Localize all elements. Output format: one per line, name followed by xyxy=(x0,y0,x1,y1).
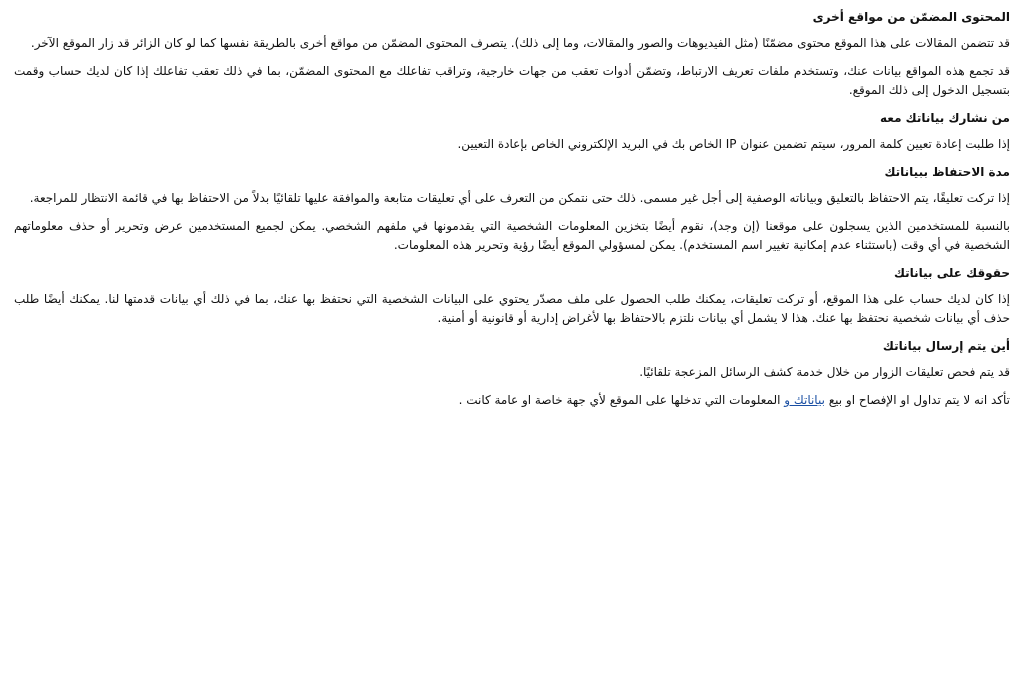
embedded-content-paragraph-1: قد تتضمن المقالات على هذا الموقع محتوى مضمّنًا (مثل الفيديوهات والصور والمقالات، وما إلى ذلك). يتصرف المحتوى المضمّن من مواقع أخرى بالطريقة نفسها كما لو كان الزائر قد زار الموقع الآخر. xyxy=(30,36,1010,50)
data-retention-paragraph-2: بالنسبة للمستخدمين الذين يسجلون على موقعنا (إن وجد)، نقوم أيضًا بتخزين المعلومات الشخصية التي يقدمونها في ملفهم الشخصي. يمكن لجميع المستخدمين عرض وتحرير أو حذف معلوماتهم الشخصية في أي وقت (باستثناء عدم إمكانية تغيير اسم المستخدم). يمكن لمسؤولي الموقع أيضًا رؤية وتحرير هذه المعلومات. xyxy=(14,219,1010,252)
data-sharing-heading: من نشارك بياناتك معه xyxy=(880,111,1010,125)
data-rights-heading: حقوقك على بياناتك xyxy=(893,266,1010,280)
data-sharing-paragraph: إذا طلبت إعادة تعيين كلمة المرور، سيتم تضمين عنوان IP الخاص بك في البريد الإلكتروني الخاص بإعادة التعيين. xyxy=(457,137,1010,151)
embedded-content-heading: المحتوى المضمّن من مواقع أخرى xyxy=(812,10,1010,24)
data-rights-paragraph: إذا كان لديك حساب على هذا الموقع، أو تركت تعليقات، يمكنك طلب الحصول على ملف مصدّر يحتوي على البيانات الشخصية التي نحتفظ بها عنك، بما في ذلك أي بيانات قدمتها لنا. يمكنك أيضًا طلب حذف أي بيانات شخصية نحتفظ بها عنك. هذا لا يشمل أي بيانات نلتزم بالاحتفاظ بها لأغراض إدارية أو قانونية أو أمنية. xyxy=(14,292,1010,325)
embedded-content-paragraph-2: قد تجمع هذه المواقع بيانات عنك، وتستخدم ملفات تعريف الارتباط، وتضمّن أدوات تعقب من جهات خارجية، وتراقب تفاعلك مع المحتوى المضمّن، بما في ذلك تعقب تفاعلك إذا كان لديك حساب وقمت بتسجيل الدخول إلى ذلك الموقع. xyxy=(14,64,1010,97)
data-retention-heading: مدة الاحتفاظ ببياناتك xyxy=(884,165,1010,179)
data-sending-heading: أين يتم إرسال بياناتك xyxy=(882,339,1010,353)
data-sending-paragraph-1: قد يتم فحص تعليقات الزوار من خلال خدمة كشف الرسائل المزعجة تلقائيًا. xyxy=(639,365,1010,379)
data-sending-text-after: المعلومات التي تدخلها على الموقع لأي جهة خاصة او عامة كانت . xyxy=(458,393,785,407)
data-sending-paragraph-2 xyxy=(14,391,1010,410)
data-retention-paragraph-1: إذا تركت تعليقًا، يتم الاحتفاظ بالتعليق وبياناته الوصفية إلى أجل غير مسمى. ذلك حتى نتمكن من التعرف على أي تعليقات متابعة والموافقة عليها تلقائيًا بدلاً من الاحتفاظ بها في قائمة الانتظار للمراجعة. xyxy=(29,191,1010,205)
data-sending-text-before: تأكد انه لا يتم تداول او الإفصاح او بيع xyxy=(824,393,1010,407)
your-data-link[interactable]: بياناتك و xyxy=(784,393,825,407)
